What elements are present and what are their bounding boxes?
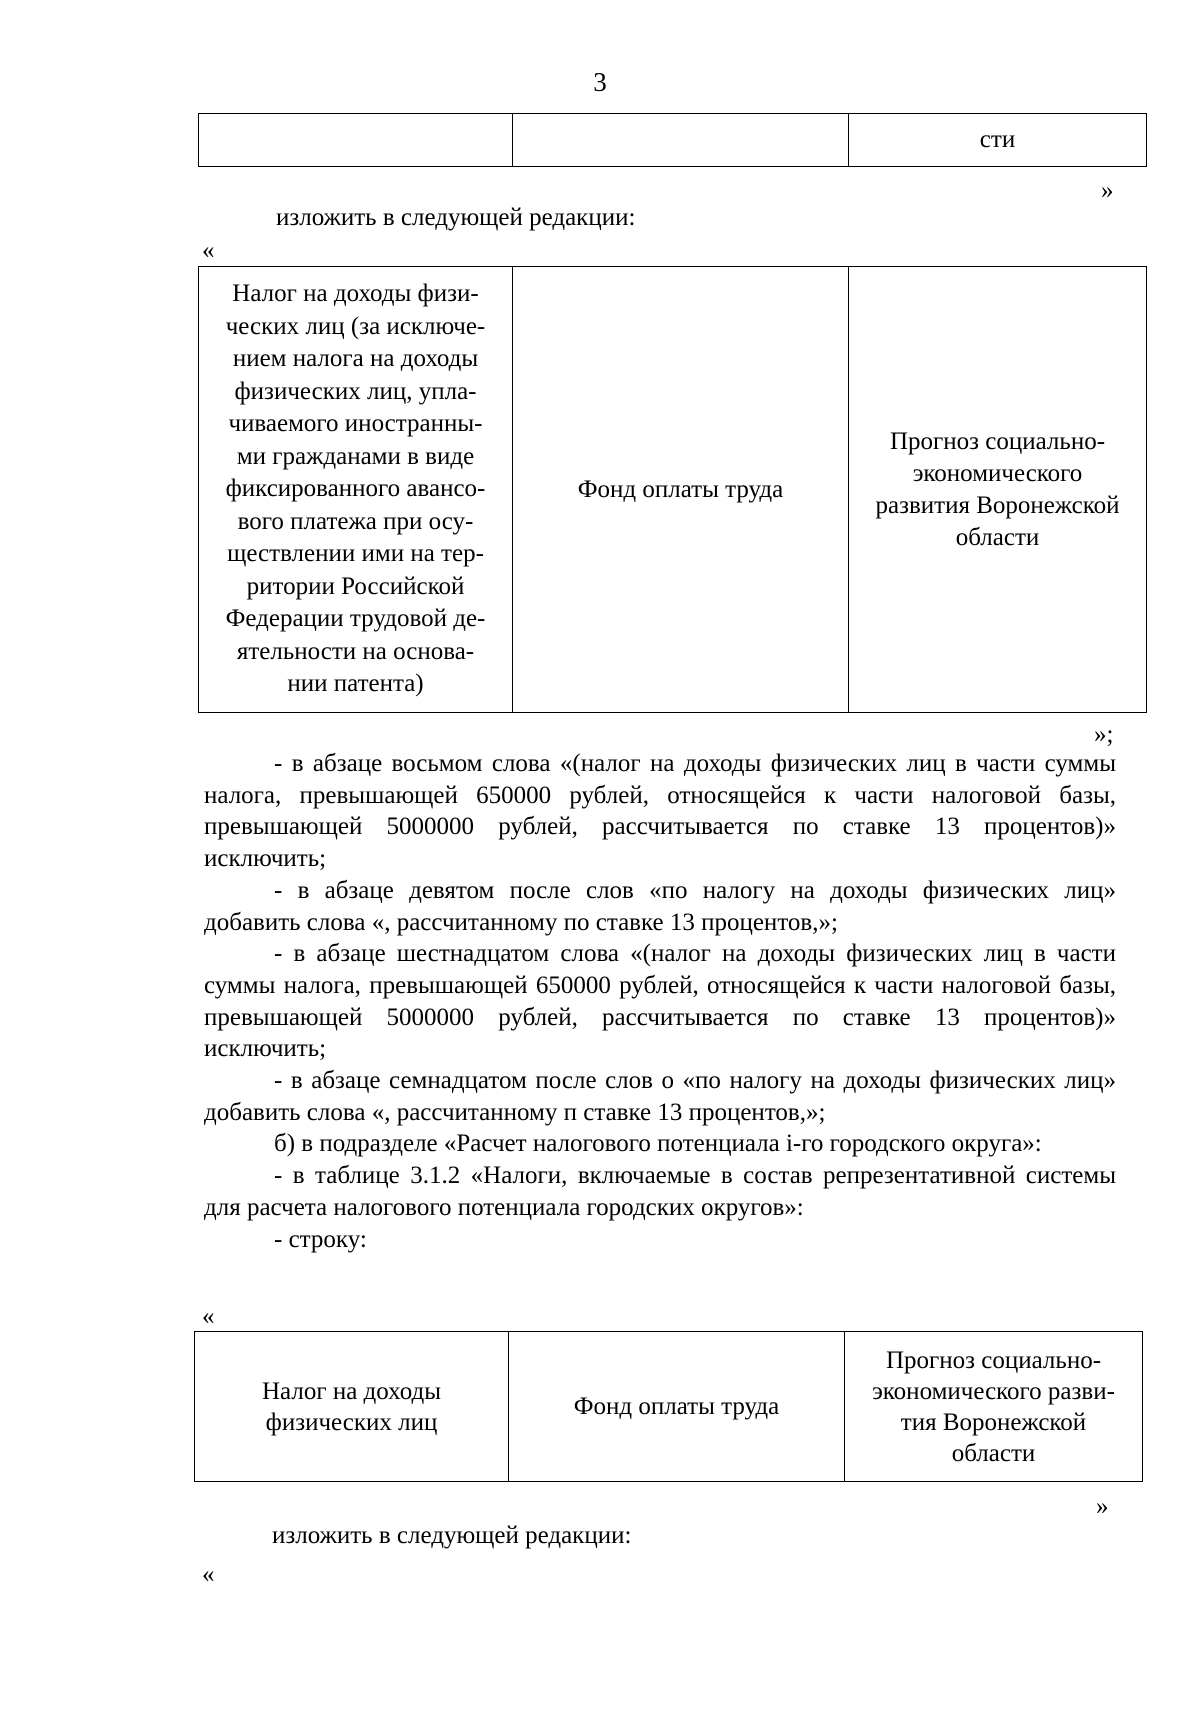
open-quote: «	[202, 1561, 215, 1588]
old-row-table-2	[194, 1331, 1143, 1482]
paragraph-4: - в абзаце семнадцатом после слов о «по налогу на доходы физических лиц» добавить слова «, рассчитанному п ставке 13 процентов,»;	[204, 1067, 1116, 1126]
paragraph-1: - в абзаце восьмом слова «(налог на доходы физических лиц в части суммы налога, превышающей 650000 рублей, относящейся к части налоговой базы, превышающей 5000000 рублей, рассчитывается по ставке 13 процентов)» исключить;	[204, 750, 1116, 873]
paragraph-7: - строку:	[274, 1225, 367, 1253]
paragraph-5: б) в подразделе «Расчет налогового потенциала i-го городского округа»:	[274, 1130, 1042, 1158]
top-table-cell-2	[513, 114, 849, 167]
page-number: 3	[593, 67, 607, 97]
top-table-cell-3: сти	[849, 114, 1147, 167]
close-quote: »	[1096, 1493, 1109, 1520]
close-quote: »	[1101, 177, 1114, 204]
paragraph-2: - в абзаце девятом после слов «по налогу на доходы физических лиц» добавить слова «, рассчитанному по ставке 13 процентов,»;	[204, 876, 1116, 936]
tax-base-cell: Фонд оплаты труда	[509, 1332, 845, 1482]
source-cell: Прогноз социально- экономического развития Воронежской области	[849, 267, 1147, 713]
tax-name-cell: Налог на доходы физи- ческих лиц (за исключе- нием налога на доходы физических лиц, упла- чиваемого иностранны- ми гражданами в виде фиксированного авансо- вого платежа при осу- ществлении ими на тер- ритории Российской Федерации трудовой де- ятельности на основа- нии патента)	[199, 267, 513, 713]
tax-base-cell: Фонд оплаты труда	[513, 267, 849, 713]
paragraph-6: - в таблице 3.1.2 «Налоги, включаемые в состав репрезентативной системы для расчета налогового потенциала городских округов»:	[204, 1162, 1116, 1221]
open-quote: «	[202, 237, 215, 264]
tax-name-cell: Налог на доходы физических лиц	[195, 1332, 509, 1482]
close-quote-semicolon: »;	[1094, 721, 1114, 748]
intro-text: изложить в следующей редакции:	[272, 1522, 632, 1549]
new-row-table-1	[198, 266, 1147, 713]
open-quote: «	[202, 1303, 215, 1330]
top-table-cell-1	[199, 114, 513, 167]
intro-text: изложить в следующей редакции:	[276, 204, 636, 231]
paragraph-3: - в абзаце шестнадцатом слова «(налог на доходы физических лиц в части суммы налога, превышающей 650000 рублей, относящейся к части налоговой базы, превышающей 5000000 рублей, рассчитывается по ставке 13 процентов)» исключить;	[204, 940, 1116, 1063]
paragraphs	[204, 748, 1116, 1255]
source-cell: Прогноз социально- экономического разви- тия Воронежской области	[845, 1332, 1143, 1482]
top-table-fragment	[198, 113, 1147, 167]
